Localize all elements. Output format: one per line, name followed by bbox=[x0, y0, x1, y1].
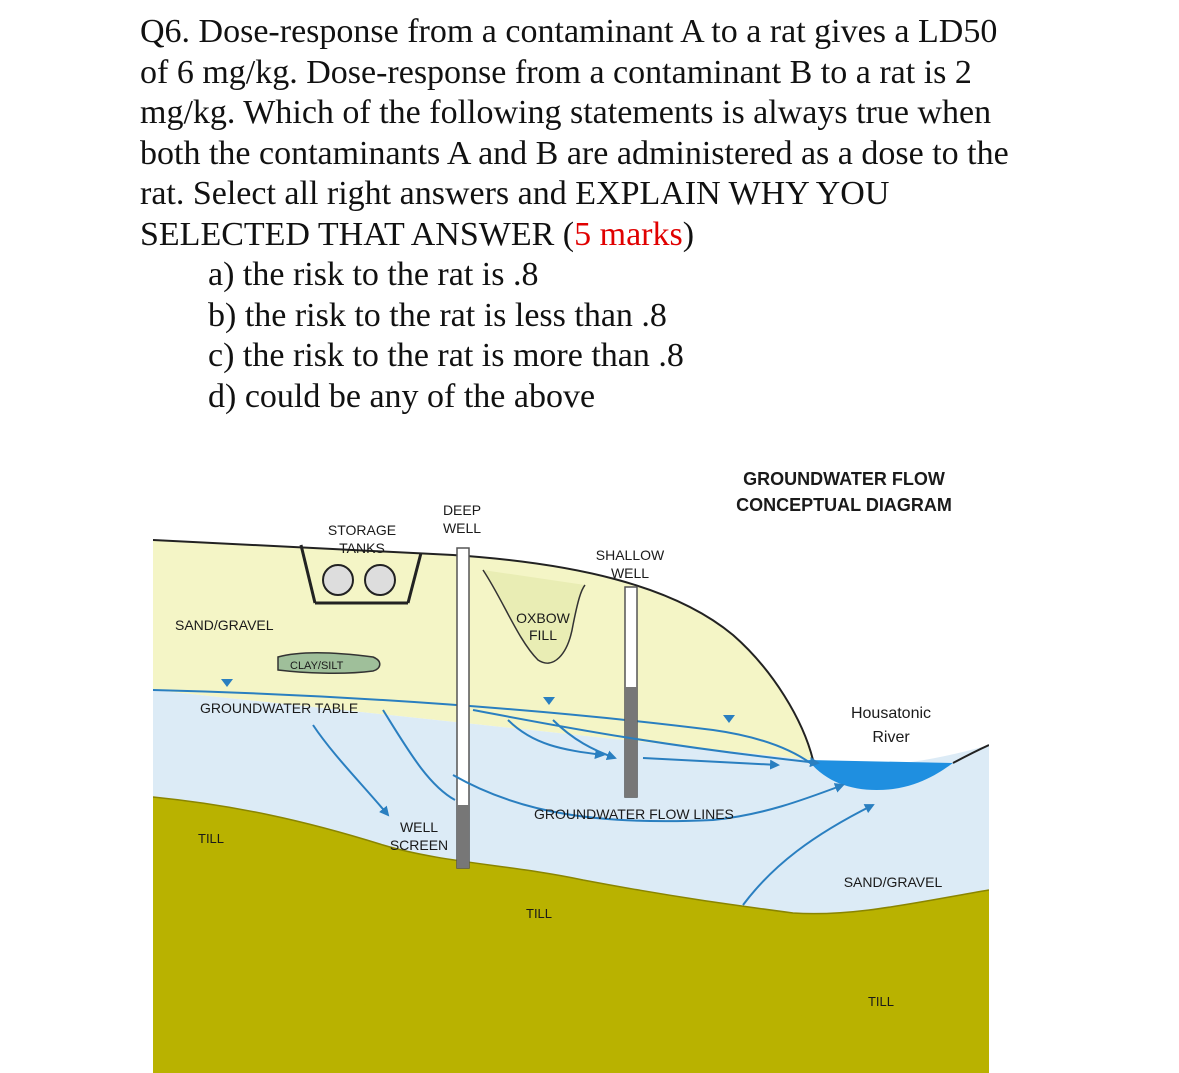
sand-gravel-top-label: SAND/GRAVEL bbox=[175, 617, 274, 633]
well-screen-label-2: SCREEN bbox=[389, 837, 449, 853]
storage-tanks-label-2: TANKS bbox=[339, 540, 385, 556]
question-text bbox=[140, 12, 1140, 255]
diagram-title-line1: GROUNDWATER FLOW bbox=[743, 469, 945, 489]
sand-gravel-bottom-label: SAND/GRAVEL bbox=[843, 874, 943, 890]
option-a: a) the risk to the rat is .8 bbox=[208, 256, 539, 293]
groundwater-flow-diagram bbox=[153, 425, 989, 1073]
clay-silt-label: CLAY/SILT bbox=[290, 660, 344, 672]
oxbow-fill-label: OXBOW bbox=[516, 610, 570, 626]
storage-tanks-label: STORAGE bbox=[327, 522, 397, 538]
question-line: rat. Select all right answers and EXPLAIN WHY YOU bbox=[140, 175, 890, 212]
option-d: d) could be any of the above bbox=[208, 377, 596, 415]
till-right-label: TILL bbox=[867, 994, 895, 1009]
answer-options bbox=[208, 255, 1008, 417]
question-line: both the contaminants A and B are administered as a dose to the bbox=[140, 134, 1009, 172]
question-line-last bbox=[140, 215, 1140, 256]
deep-well-label: DEEP bbox=[442, 502, 482, 518]
oxbow-fill-label-2: FILL bbox=[528, 627, 558, 643]
shallow-well-label-2: WELL bbox=[610, 565, 650, 581]
option-b: b) the risk to the rat is less than .8 bbox=[208, 296, 667, 334]
flow-lines-label: GROUNDWATER FLOW LINES bbox=[534, 806, 734, 822]
river-label-2: River bbox=[872, 729, 910, 746]
till-middle-label: TILL bbox=[526, 906, 553, 921]
option-c: c) the risk to the rat is more than .8 bbox=[208, 337, 684, 374]
diagram-title-line2: CONCEPTUAL DIAGRAM bbox=[736, 495, 952, 515]
groundwater-table-label: GROUNDWATER TABLE bbox=[200, 700, 359, 716]
shallow-well-label: SHALLOW bbox=[595, 547, 665, 563]
question-line: of 6 mg/kg. Dose-response from a contaminant B to a rat is 2 bbox=[140, 53, 972, 91]
question-line-prefix: SELECTED THAT ANSWER ( bbox=[140, 215, 575, 253]
question-line: Q6. Dose-response from a contaminant A to a rat gives a LD50 bbox=[140, 13, 998, 50]
till-left-label: TILL bbox=[198, 831, 225, 846]
deep-well-label-2: WELL bbox=[442, 520, 482, 536]
well-screen-label: WELL bbox=[399, 819, 439, 835]
question-line-suffix: ) bbox=[682, 215, 695, 253]
marks-label: 5 marks bbox=[574, 215, 683, 253]
question-line: mg/kg. Which of the following statements is always true when bbox=[140, 94, 992, 131]
river-label: Housatonic bbox=[850, 705, 932, 722]
shallow-well-icon bbox=[625, 587, 637, 797]
deep-well-icon bbox=[457, 548, 469, 868]
